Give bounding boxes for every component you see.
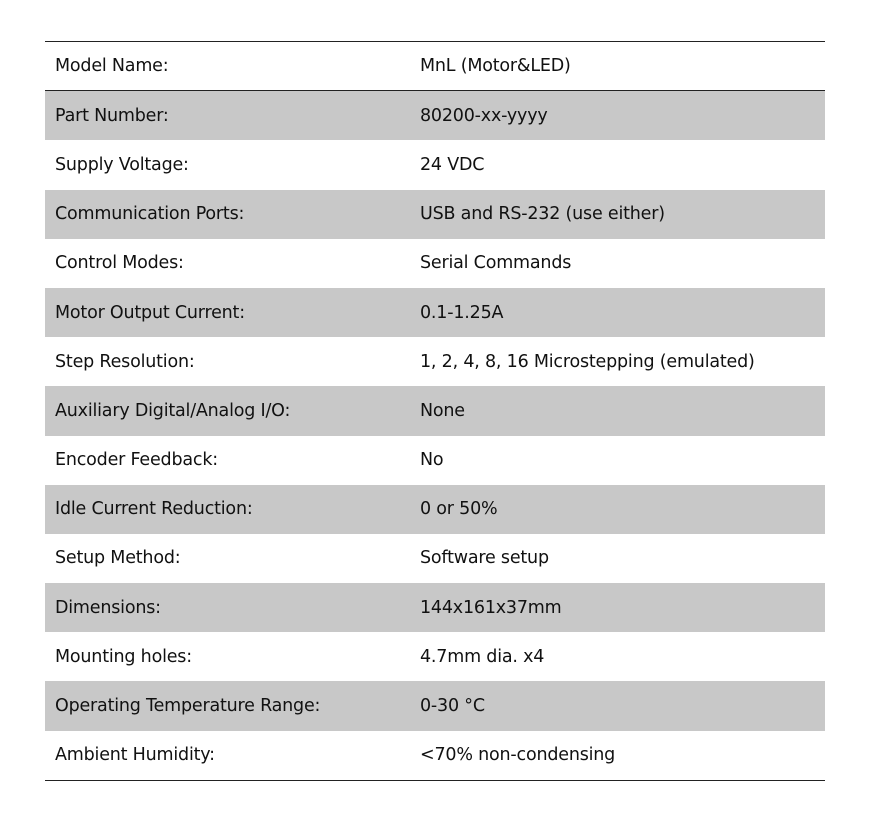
spec-label: Encoder Feedback:	[55, 450, 218, 471]
spec-label: Idle Current Reduction:	[55, 499, 253, 520]
table-row-motor-output-current	[45, 288, 825, 337]
table-row-operating-temperature	[45, 681, 825, 730]
spec-label: Control Modes:	[55, 253, 184, 274]
spec-label: Supply Voltage:	[55, 154, 189, 175]
spec-value: USB and RS-232 (use either)	[420, 204, 665, 225]
spec-label: Dimensions:	[55, 597, 161, 618]
table-row-model-name	[45, 42, 825, 91]
table-row-step-resolution	[45, 337, 825, 386]
spec-value: MnL (Motor&LED)	[420, 56, 571, 77]
table-row-setup-method	[45, 534, 825, 583]
spec-value: 4.7mm dia. x4	[420, 646, 545, 667]
table-row-ambient-humidity	[45, 731, 825, 780]
spec-table	[45, 41, 825, 781]
spec-label: Ambient Humidity:	[55, 745, 215, 766]
spec-value: 80200-xx-yyyy	[420, 105, 548, 126]
spec-value: Serial Commands	[420, 253, 572, 274]
spec-label: Part Number:	[55, 105, 169, 126]
spec-value: 1, 2, 4, 8, 16 Microstepping (emulated)	[420, 351, 755, 372]
table-row-encoder-feedback	[45, 436, 825, 485]
spec-value: 144x161x37mm	[420, 597, 562, 618]
table-row-part-number	[45, 91, 825, 140]
table-row-control-modes	[45, 239, 825, 288]
spec-value: 0 or 50%	[420, 499, 498, 520]
spec-value: 0.1-1.25A	[420, 302, 504, 323]
table-row-idle-current-reduction	[45, 485, 825, 534]
table-row-dimensions	[45, 583, 825, 632]
spec-value: None	[420, 400, 465, 421]
spec-value: Software setup	[420, 548, 549, 569]
spec-label: Auxiliary Digital/Analog I/O:	[55, 400, 291, 421]
table-row-auxiliary-io	[45, 386, 825, 435]
spec-label: Mounting holes:	[55, 646, 192, 667]
spec-label: Communication Ports:	[55, 204, 245, 225]
spec-value: 0-30 °C	[420, 696, 485, 717]
table-row-supply-voltage	[45, 140, 825, 189]
table-row-mounting-holes	[45, 632, 825, 681]
spec-label: Step Resolution:	[55, 351, 195, 372]
spec-label: Model Name:	[55, 56, 169, 77]
table-row-communication-ports	[45, 190, 825, 239]
spec-label: Motor Output Current:	[55, 302, 245, 323]
spec-label: Operating Temperature Range:	[55, 696, 321, 717]
spec-value: <70% non-condensing	[420, 745, 616, 766]
spec-value: 24 VDC	[420, 154, 485, 175]
spec-value: No	[420, 450, 444, 471]
spec-label: Setup Method:	[55, 548, 181, 569]
